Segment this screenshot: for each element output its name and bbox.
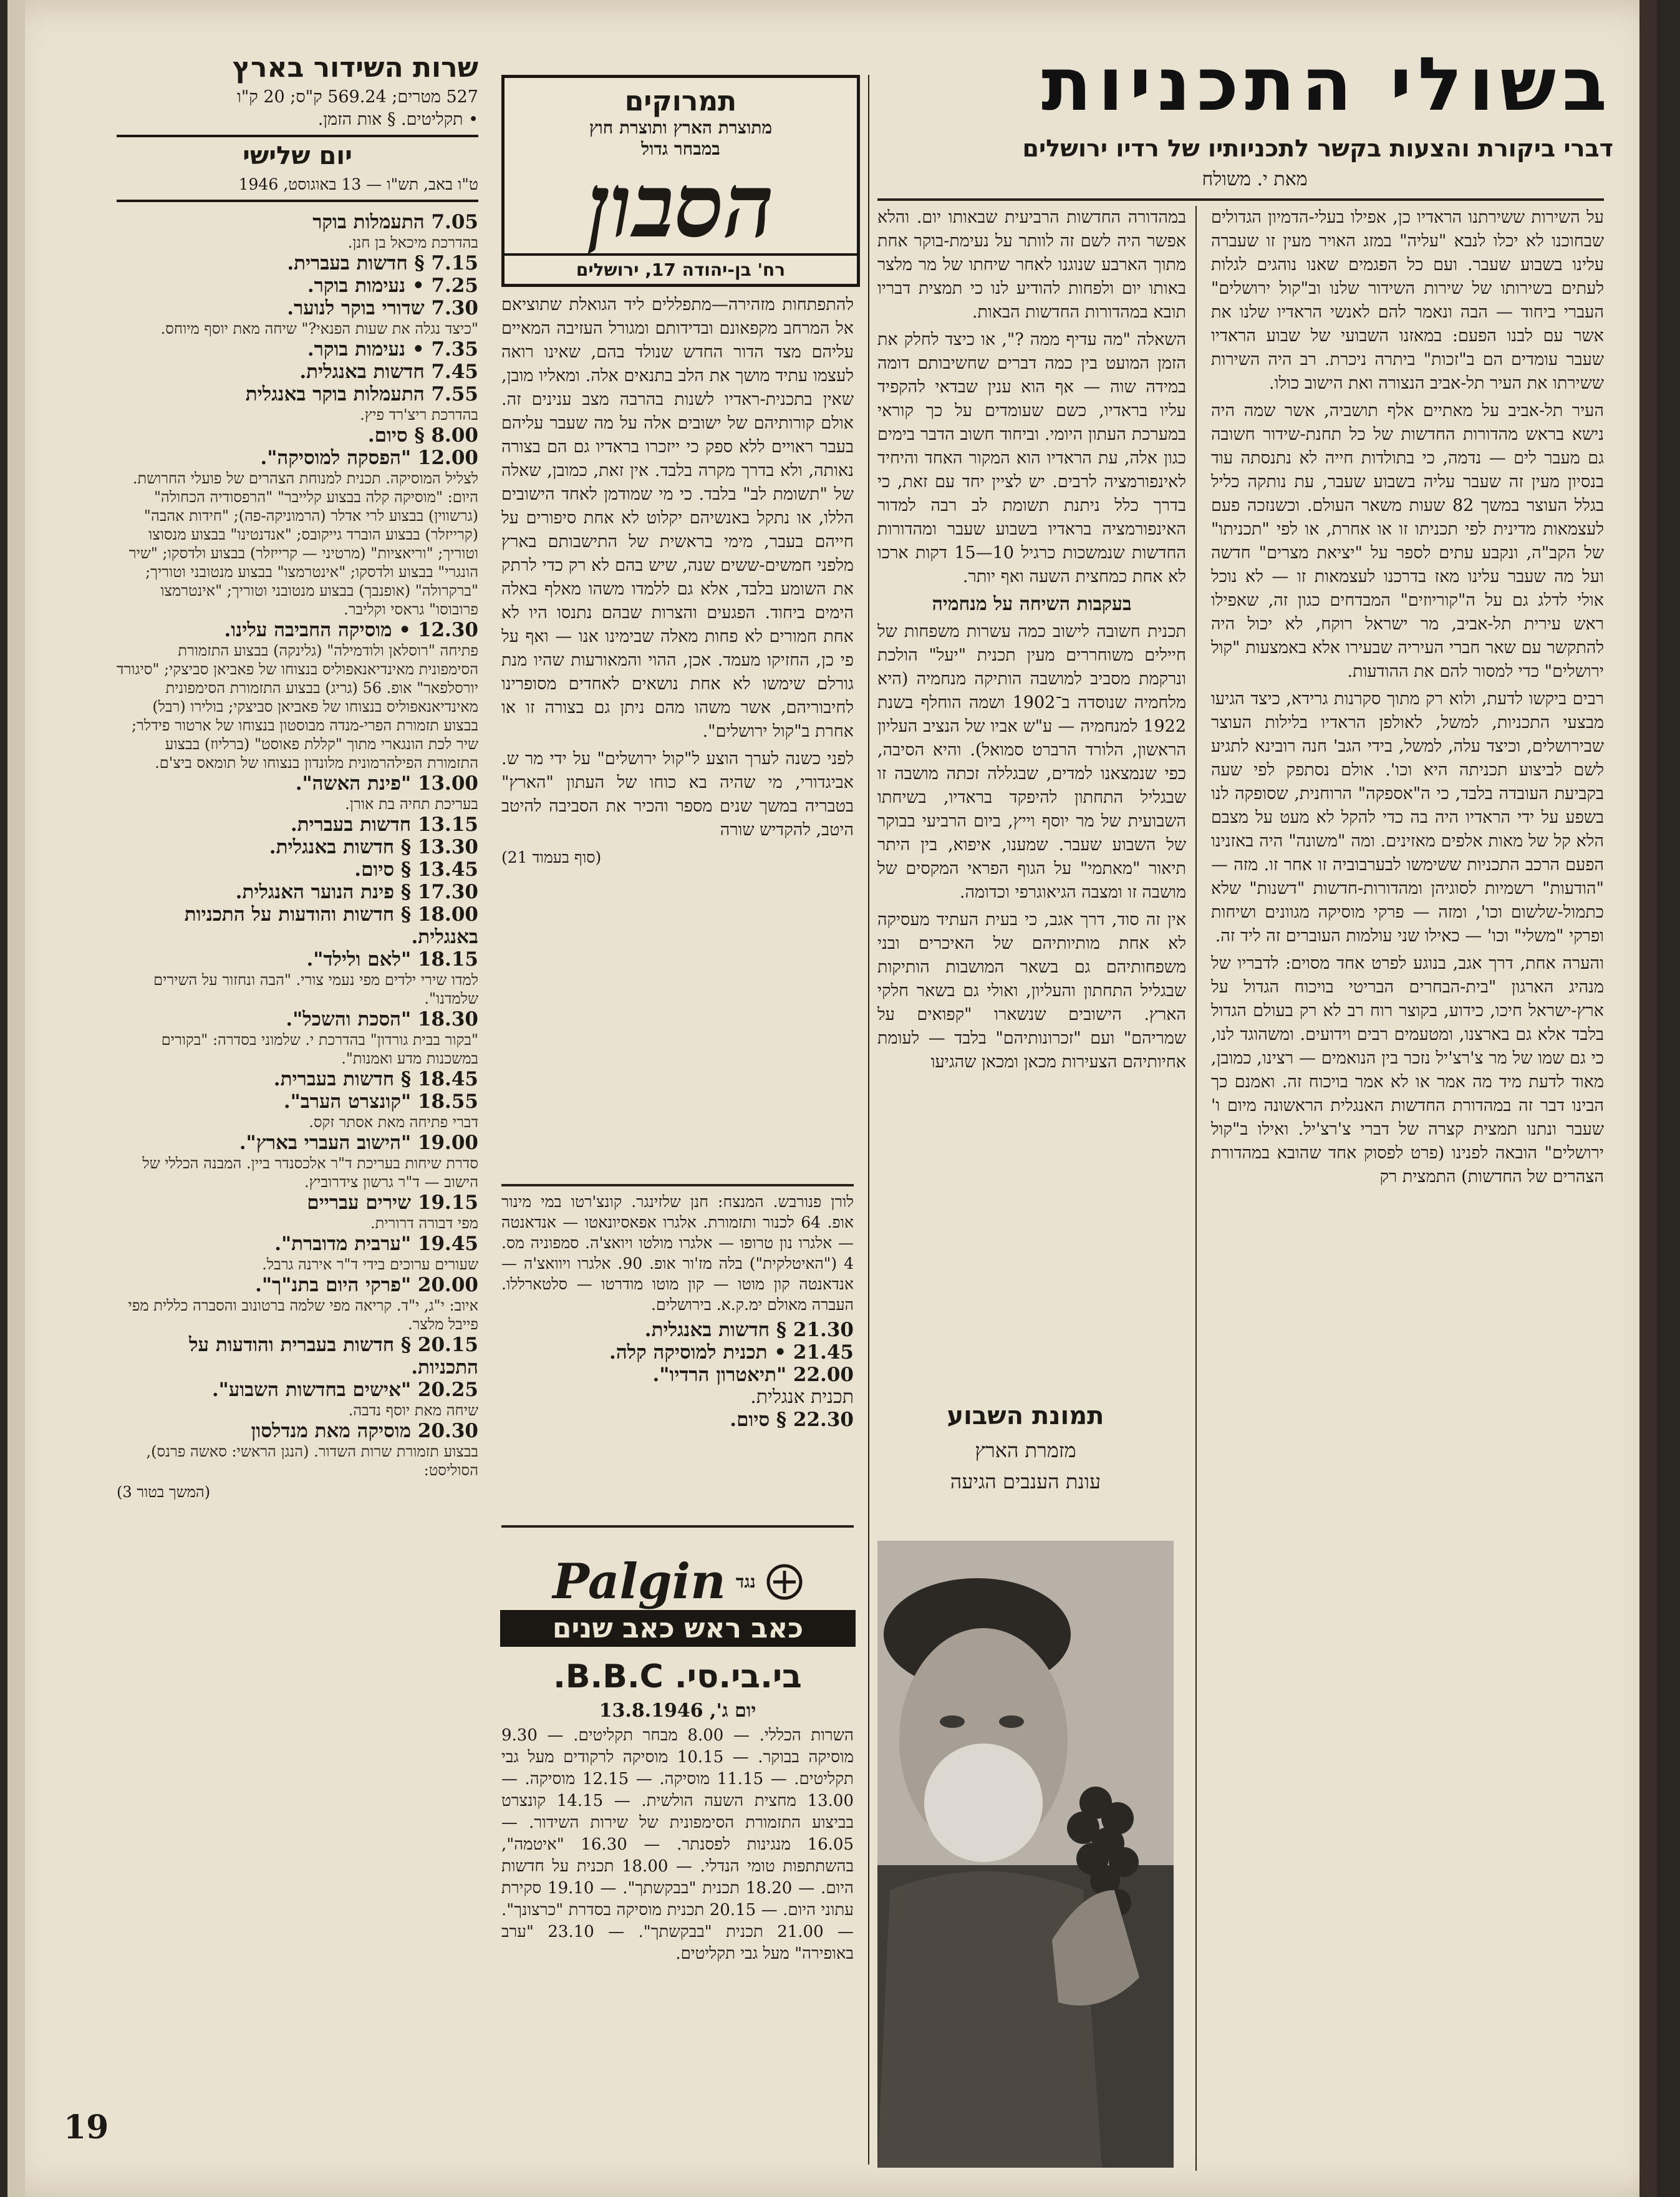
bbc-text: השרות הכללי. — 8.00 מבחר תקליטים. — 9.30 מוסיקה בבוקר. — 10.15 מוסיקה לרקודים מעל גבי תקליטים. — 11.15 מוסיקה. — 12.15 מוסיקה. — 13.00 מחצית השעה הולשית. — 14.15 קונצרט בביצוע התזמורת הסימפונית של שירות השידור. — 16.05 מנגינות לפסנתר. — 16.30 "איטמה", בהשתתפות טומי הנדלי. — 18.00 תכנית על חדשות היום. — 18.20 תכנית "בבקשתך". — 19.10 סקירת עתוני היום. — 20.15 תכנית מוסיקה בסדרת "כרצונך". — 21.00 תכנית "בבקשתך". — 23.10 "ערב באופירה" מעל גבי תקליטים.: [501, 1726, 854, 1963]
schedule-show: § סיום.: [354, 858, 412, 881]
schedule-time: 18.45: [417, 1068, 478, 1090]
schedule-item: [117, 772, 478, 795]
schedule-item: [117, 338, 478, 361]
schedule-note: למדו שירי ילדים מפי נעמי צורי. "הבה ונחזור על השירים שלמדנו".: [153, 971, 478, 1007]
schedule-time: 13.30: [417, 836, 478, 858]
schedule-note: "כיצד נגלה את שעות הפנאי?" שיחה מאת יוסף מיוחס.: [160, 320, 478, 337]
schedule-time: 7.30: [431, 297, 478, 319]
schedule-show: מוסיקה מאת מנדלסון: [251, 1420, 412, 1442]
schedule-row: תכנית אנגלית.: [750, 1386, 854, 1408]
section-heading: בעקבות השיחה על מנחמיה: [932, 593, 1132, 615]
photo-illustration: [877, 1541, 1174, 2168]
schedule-time: 19.45: [417, 1233, 478, 1255]
schedule-item: [117, 813, 478, 836]
schedule-show: § חדשות והודעות על התכניות באנגלית.: [184, 903, 478, 948]
schedule-time: 7.35: [431, 338, 478, 361]
hasabon-logo: הסבון: [587, 155, 775, 258]
schedule-show: • נעימות בוקר.: [307, 274, 425, 297]
schedule-item: [117, 903, 478, 948]
schedule-show: התעמלות בוקר: [312, 211, 425, 233]
page-binding: [7, 0, 25, 2197]
paragraph: לפני כשנה לערך הוצע ל"קול ירושלים" על ידי מר ש. אביגדורי, מי שהיה בא כוחו של העתון "הארץ" בטבריה במשך שנים מספר והכיר את הסביבה להיטב היטב, להקדיש שורה: [501, 749, 854, 840]
concert-program: [501, 1191, 854, 1516]
paragraph: אין זה סוד, דרך אגב, כי בעית העתיד מעסיקה לא אחת מותיותיהם של האיכרים ובני משפחותיהם גם בשאר המושבות הותיקות שבגליל התחתון והעליון, ואולי גם בשאר חלקי הארץ. הישובים שנשארו "קפואים על שמריהם" ועם "זכרונותיהם" בלבד — לעומת אחיותיהם הצעירות מכאן ומכאן שהגיעו: [877, 910, 1186, 1072]
palgin-emblem-icon: [766, 1563, 803, 1601]
concert-text: לורן פנורבש. המנצח: חנן שלזינגר. קונצ'רטו במי מינור אופ. 64 לכנור ותזמורת. אלגרו אפאסיונאטו — אנדאנטה — אלגרו נון טרופו — אלגרו מולטו ויואצ'ה. סמפוניה מס. 4 ("האיטלקית") בלה מז'ור אופ. 90. אלגרו ויוואצ'ה — אנדאנטה קון מוטו — קון מוטו מודרטו — סלטארללו. העברה מאולם ימ.ק.א. בירושלים.: [501, 1193, 854, 1314]
photo-caption-title: תמונת השבוע: [947, 1402, 1104, 1430]
continued-note: (סוף בעמוד 21): [501, 848, 602, 866]
schedule-frequency: 527 מטרים; 569.24 ק"ס; 20 ק"ו: [236, 87, 478, 107]
schedule-item: [117, 619, 478, 641]
schedule-time: 20.25: [417, 1379, 478, 1401]
paragraph: השאלה "מה עדיף ממה ?", או כיצד לחלק את הזמן המועט בין כמה דברים שחשיבותם דומה במידה שוה — אף הוא ענין שבדאי להקפיד עליו בראדיו, כשם שעומדים על כך קוראי במערכת העתון היומי. וביחוד חשוב הדבר בימים כגון אלה, עת הראדיו הוא המקור האחד והיחיד לאינפורמציה לרבים. יש לציין יחד עם זאת, כי בדרך כלל ניתנת תשומת לב רבה למדור האינפורמציה בראדיו בשבוע שעבר ומהדורות החדשות שנמשכות כרגיל 10—15 דקות ארכו לא אחת כמחצית השעה ואף יותר.: [877, 330, 1186, 586]
schedule-list: [117, 211, 478, 1480]
schedule-item: [117, 1068, 478, 1090]
binder-edge: [1639, 0, 1657, 2197]
photo-old-man-with-grapes: [877, 1541, 1174, 2168]
section-rule: [501, 1525, 854, 1528]
schedule-show: § חדשות בעברית והודעות על התכניות.: [188, 1334, 478, 1379]
schedule-item: [117, 211, 478, 233]
schedule-show: "הישוב העברי בארץ".: [239, 1132, 412, 1154]
schedule-time: 20.00: [417, 1274, 478, 1296]
schedule-show: חדשות בעברית.: [290, 813, 412, 836]
schedule-continued: (המשך בטור 3): [117, 1483, 211, 1501]
schedule-note: "בקור בבית גורדון" בהדרכת י. שלמוני בסדרה: "בקורים במשכנות מדע ואמנות".: [161, 1031, 478, 1067]
schedule-show: § חדשות בעברית.: [287, 252, 425, 274]
bbc-title: בי.בי.סי. B.B.C.: [553, 1658, 802, 1695]
schedule-item: [117, 1334, 478, 1379]
schedule-show: שדורי בוקר לנוער.: [287, 297, 425, 319]
photo-caption: [877, 1397, 1174, 1497]
schedule-time: 13.45: [417, 858, 478, 881]
radio-schedule: [117, 50, 478, 2077]
palgin-tag: נגד: [735, 1571, 756, 1592]
schedule-show: § פינת הנוער האנגלית.: [235, 881, 412, 903]
ad-address: רח' בן-יהודה 17, ירושלים: [504, 253, 857, 280]
schedule-time: 18.55: [417, 1090, 478, 1113]
schedule-note: בהדרכת ריצ'רד פיץ.: [360, 406, 478, 424]
paragraph: העיר תל-אביב על מאתיים אלף תושביה, אשר שמה היה נישא בראש מהדורות החדשות של כל תחנת-שידור חשובה גם מעבר לים — נדמה, כי בתולדות חייה לא נתנסתה עוד בנסיון מעין זה שעבר עליה בשבוע שעבר, עת נותקה כליל בגלל העוצר במשך 82 שעות משאר העולם. וכשנזכה פעם לעצמאות מדינית לפי תכניתו זו או אחרת, או לפי "תכניתו" של הקב"ה, ונקבע עתים לספר על "יציאת מצרים" חדשה ועל מה שעבר עלינו מאז בדרכנו לעצמאות זו — לא נוכל אולי לדלג גם על ה"קוריוזים" המבדחים כגון זה, שאפילו ראש עירית תל-אביב, מר ישראל רוקח, לא יכול היה להתקשר עם שאר חברי העיריה שבעירו אלא באמצעות "קול ירושלים" כדי למסור להם את ההודעות.: [1211, 401, 1604, 681]
article-byline: מאת י. משולח: [1202, 168, 1308, 190]
bbc-date: יום ג', 13.8.1946: [599, 1700, 756, 1722]
schedule-item: [117, 858, 478, 881]
schedule-item: [117, 274, 478, 297]
ad-heading: תמרוקים: [624, 85, 737, 117]
schedule-item: [117, 1191, 478, 1214]
schedule-show: התעמלות בוקר באנגלית: [245, 383, 425, 405]
ad-line: במבחר גדול: [641, 138, 720, 159]
schedule-note: פתיחה "רוסלאן ולודמילה" (גלינקה) בבצוע התזמורת הסימפונית מאינדיאנאפוליס בנצוחו של פאביאן סביצקי; "סיגורד יורסלפאר" אופ. 56 (גריג) בבצוע התזמורת הסימפונית מאינדיאנאפוליס בנצוחו של פאביאן סביצקי; בולירו (רבל) בבצוע תזמורת הפרי-מנדה מבוסטון בנצוחו של ארטור פידלר; שיר לכת הונגארי מתוך "קללת פאוסט" (ברליוז) בבצוע התזמורת הפילהרמונית מלונדון בנצוחו של תומאס ביצ'ם.: [117, 642, 478, 772]
schedule-time: 18.30: [417, 1008, 478, 1031]
schedule-note: איוב: י"ג, י"ד. קריאה מפי שלמה ברטונוב והסברה כללית מפי פייבל מלצר.: [128, 1297, 478, 1333]
schedule-item: [117, 881, 478, 903]
schedule-time: 7.55: [431, 383, 478, 405]
schedule-date: ט"ו באב, תש"ו — 13 באוגוסט, 1946: [117, 175, 478, 202]
page-number: 19: [64, 2108, 109, 2146]
schedule-time: 17.30: [417, 881, 478, 903]
schedule-item: [117, 1008, 478, 1031]
schedule-item: [117, 297, 478, 319]
schedule-show: "אישים בחדשות השבוע".: [211, 1379, 412, 1401]
paragraph: רבים ביקשו לדעת, ולוא רק מתוך סקרנות גרידא, כיצד הגיעו מבצעי התכניות, למשל, לאולפן הראדיו בלילות העוצר שבירושלים, וכיצד עלה, למשל, בידי הגב' חנה רובינא לתגיע לשם לביצוע תכניתה היא וכו'. אולם נסתפק לפי שעה בקביעת העובדה בלבד, כי ה"אספקה" הרוחנית, שסופקה לנו בשפע על ידי הראדיו היה בה כדי להקל לא מעט על מצבם הלא קל של מאות אלפים מאזינים. ומה "משונה" היה באזנינו הפעם הרכב התכניות ששימשו לבערבוביה זו אחר זו. מזה — "הודעות" רשמיות לסוגיהן ומהדורות-חדשות "דשנות" שלא כתמול-שלשום וכו', ומזה — פרקי מוסיקה מגוונים ושיחות ופרקי "משלי" וכו' — כאילו שני עולמות העוברים זה ליד זה.: [1211, 689, 1604, 946]
schedule-time: 19.00: [417, 1132, 478, 1154]
schedule-note: בהדרכת מיכאל בן חנן.: [347, 234, 478, 251]
schedule-time: 13.00: [417, 772, 478, 795]
late-schedule: [501, 1319, 854, 1431]
schedule-note: בעריכת תחיה בת אורן.: [345, 795, 478, 813]
schedule-show: "לאם ולילד".: [306, 948, 412, 971]
paragraph: והערה אחת, דרך אגב, בנוגע לפרט אחד מסוים: לדבריו של מנהיג הארגון "בית-הבחרים הבריטי בויכוח הגדול על ארץ-ישראל חיכו, כידוע, בקוצר רוח רב לא רק בעולם הגדול בלבד אלא גם בארצנו, ומטעמים רבים וידועים. ומשהוגד לנו, כי גם שמו של מר צ'רצ'יל נזכר בין הנואמים — רצינו, כמובן, מאוד לדעת מיד מה אמר או לא אמר בויכוח זה. ואמנם כך הבינו דבר זה במהדורת החדשות האנגלית הראשונה מיום ו' שעבר ונתנו תמצית קצרה של דברי צ'רצ'יל. ואילו ב"קול ירושלים" הובאה לפנינו (פרט לפסוק אחד שהובא במהדורת הצהרים של החדשות) התמצית רק: [1211, 954, 1604, 1186]
schedule-time: 13.15: [417, 813, 478, 836]
schedule-item: [117, 447, 478, 469]
schedule-show: § חדשות בעברית.: [273, 1068, 412, 1090]
schedule-row: 21.30 § חדשות באנגלית.: [644, 1319, 854, 1341]
schedule-note: בבצוע תזמורת שרות השדור. (הנגן הראשי: סאשה פרנס), הסוליסט:: [146, 1443, 478, 1479]
paragraph: להתפתחות מזהירה—מתפללים ליד הגואלת שתוציאם אל המרחב מקפאונם ובדידותם ומגורל העזיבה המאיים עליהם מצד הדור החדש שנולד בהם, שאינו רואה לעצמו עתיד מושך את הלב בתנאים אלה. ומאליו מובן, שאין בתכנית-ראדיו לשנות בהרבה מצב ענינים זה. אולם קורותיהם של ישובים אלה על מה שעבר עליהם בעבר ראויים ללא ספק כי ייזכרו בראדיו גם הם בצורה נאותה, ולא בדרך מקרה בלבד. אין זאת, כמובן, שאלה של "תשומת לב" בלבד. כי מי שמודמן לאחד הישובים הללו, או נתקל באנשיהם יקלוט לא אחת סיפורים על חייהם בעבר, מימי בראשית של התישבותם בארץ מלפני חמשים-ששים שנה, שיש בהם לא רק כדי לרתק את השומע בלבד, אלא גם ללמדו משהו מאלף באלה הימים ביחוד. הפגעים והצרות שבהם נתנסו היו לא אחת חמורים לא פחות מאלה שבימינו אנו — ואף על פי כן, החזיקו מעמד. אכן, ההוי והמאורעות שהיו מנת גורלם שימשו לא אחת נושאים לאחדים מסופרינו לחיבוריהם, אשר משהו מהם ניתן גם בצורה זו או אחרת ב"קול ירושלים".: [501, 295, 854, 741]
schedule-note: סדרת שיחות בעריכת ד"ר אלכסנדר ביין. המבנה הכללי של הישוב — ד"ר גרשון צידרוביץ.: [142, 1155, 478, 1191]
schedule-time: 20.30: [417, 1420, 478, 1442]
schedule-item: [117, 836, 478, 858]
schedule-item: [117, 252, 478, 274]
schedule-time: 19.15: [417, 1191, 478, 1214]
schedule-item: [117, 1379, 478, 1401]
ad-line: מתוצרת הארץ ותוצרת חוץ: [589, 117, 773, 138]
schedule-day: יום שלישי: [243, 142, 352, 170]
paragraph: תכנית חשובה לישוב כמה עשרות משפחות של חיילים משוחררים מעין תכנית "יעל" הולכת ונרקמת מסביב למושבה הותיקה מנחמיה (היא מלחמיה שנוסדה ב־1902 ושמה הוחלף בשנת 1922 למנחמיה — ע"ש אביו של הנציב העליון הראשון, הלורד הרברט סמואל). והיא הסיבה, כפי שנמצאנו למדים, שבגללה זכתה מושבה זו שבגליל התחתון להיפקד בראדיו, בשיחתו השבועית של מר יוסף וייץ, ביום הרביעי בבוקר של השבוע שעבר. שמענו, איפוא, בין היתר תיאור "מאתמי" על הגוף הפראי המקסים של מושבה זו ומצבה הגיאוגרפי וכדומה.: [877, 622, 1186, 902]
schedule-item: [117, 948, 478, 971]
schedule-legend: • תקליטים. § אות הזמן.: [117, 109, 478, 137]
palgin-brand: Palgin: [553, 1553, 726, 1610]
schedule-item: [117, 1274, 478, 1296]
schedule-show: • נעימות בוקר.: [307, 338, 425, 361]
schedule-show: "הסכת והשכל".: [286, 1008, 412, 1031]
bbc-schedule: [501, 1656, 854, 2136]
article-column-1: [1211, 206, 1604, 2077]
schedule-time: 18.15: [417, 948, 478, 971]
schedule-time: 12.00: [417, 447, 478, 469]
paragraph: על השירות ששירתנו הראדיו כן, אפילו בעלי-הדמיון הגדולים שבחוכנו לא יכלו לנבא "עליה" במזג האויר מעין זו שעברה עלינו בשבוע שעבר. ועם כל הפגמים שאנו נוהגים לגלות לעתים בשירותו של שירות השידור שלנו וב"קול ירושלים" העברי ביחוד — הבה ונאמר להם לאנשי הראדיו שלנו את אשר עם לבנו הפעם: במאזנו השבועי של שבוע הראדיו שעבר עומדים הם ב"זכות" ביתרה ניכרת. רב היה השירות ששירתו את העיר תל-אביב הנצורה ואת הישוב כולו.: [1211, 208, 1604, 393]
schedule-show: "קונצרט הערב".: [283, 1090, 412, 1113]
column-rule: [1195, 206, 1197, 2171]
schedule-show: • מוסיקה החביבה עלינו.: [224, 619, 412, 641]
schedule-item: [117, 383, 478, 405]
schedule-time: 7.15: [431, 252, 478, 274]
photo-caption-line2: עונת הענבים הגיעה: [950, 1470, 1101, 1493]
header-rule: [877, 198, 1604, 201]
schedule-item: [117, 1420, 478, 1442]
schedule-time: 7.25: [431, 274, 478, 297]
schedule-show: חדשות באנגלית.: [299, 361, 425, 383]
schedule-show: "פרקי היום בתנ"ך".: [255, 1274, 412, 1296]
schedule-item: [117, 361, 478, 383]
article-header: [896, 41, 1613, 190]
hasabon-ad: [501, 75, 860, 287]
article-subtitle: דברי ביקורת והצעות בקשר לתכניותיו של רדיו ירושלים: [1022, 135, 1613, 162]
schedule-row: 22.00 "תיאטרון הרדיו".: [652, 1364, 854, 1386]
schedule-show: "ערבית מדוברת".: [274, 1233, 412, 1255]
schedule-item: [117, 424, 478, 447]
schedule-time: 7.45: [431, 361, 478, 383]
schedule-note: מפי דבורה דרורית.: [370, 1215, 478, 1232]
section-rule: [501, 1184, 854, 1186]
schedule-time: 12.30: [417, 619, 478, 641]
palgin-ad: [500, 1553, 856, 1647]
article-column-2: [877, 206, 1186, 1254]
column-rule: [868, 75, 869, 2165]
schedule-note: דברי פתיחה מאת אסתר זקס.: [309, 1113, 478, 1131]
article-title: בשולי התכניות: [1041, 41, 1613, 127]
schedule-time: 8.00: [431, 424, 478, 447]
schedule-title: שרות השידור בארץ: [232, 52, 478, 84]
newspaper-page: [7, 0, 1657, 2197]
palgin-slogan: כאב ראש כאב שנים: [500, 1610, 856, 1647]
schedule-time: 18.00: [417, 903, 478, 926]
schedule-note: שעורים ערוכים בידי ד"ר אירנה גרבל.: [262, 1256, 478, 1273]
schedule-row: 21.45 • תכנית למוסיקה קלה.: [609, 1341, 854, 1364]
schedule-note: לצליל המוסיקה. תכנית למנוחת הצהרים של פועלי החרושת. היום: "מוסיקה קלה בבצוע קלייבר" "הרפסודיה הכחולה" (גרשווין) בבצוע לרי אדלר (הרמוניקה-פה); "חידות אהבה" (קרייזלר) בבצוע הוברד גייקובס; "אנדנטינו" בבצוע מנסוצו וטוריך; "וריאציות" (מרטיני — קרייזלר) בבצוע ולדסקו; "שיר הונגרי" בבצוע ולדסקו; "אינטרמצו" בבצוע מנטובני וטוריך; "ברקרולה" (אופנבך) בבצוע מנטובני וטוריך; "אינטרמצו פרובוסו" גראסי וקליבר.: [128, 470, 478, 618]
schedule-item: [117, 1132, 478, 1154]
schedule-row: 22.30 § סיום.: [730, 1409, 854, 1431]
schedule-show: "הפסקה למוסיקה".: [260, 447, 412, 469]
photo-caption-line1: מזמרת הארץ: [975, 1438, 1076, 1462]
schedule-show: § סיום.: [367, 424, 425, 447]
schedule-note: שיחה מאת יוסף נדבה.: [348, 1402, 478, 1419]
schedule-item: [117, 1090, 478, 1113]
schedule-time: 20.15: [417, 1334, 478, 1356]
schedule-show: "פינת האשה".: [295, 772, 412, 795]
schedule-item: [117, 1233, 478, 1255]
schedule-show: שירים עבריים: [307, 1191, 412, 1214]
article-column-3: [501, 293, 854, 1142]
paragraph: במהדורה החדשות הרביעית שבאותו יום. והלא אפשר היה לשם זה לוותר על נעימת-בוקר אחת מתוך הארבע שנוגנו לאחר שיחתו של מר מלצר באותו יום ולפחות להודיע לנו כי תמצית דבריו תובא במהדורות החדשות הבאות.: [877, 208, 1186, 322]
schedule-show: § חדשות באנגלית.: [269, 836, 412, 858]
schedule-time: 7.05: [431, 211, 478, 233]
